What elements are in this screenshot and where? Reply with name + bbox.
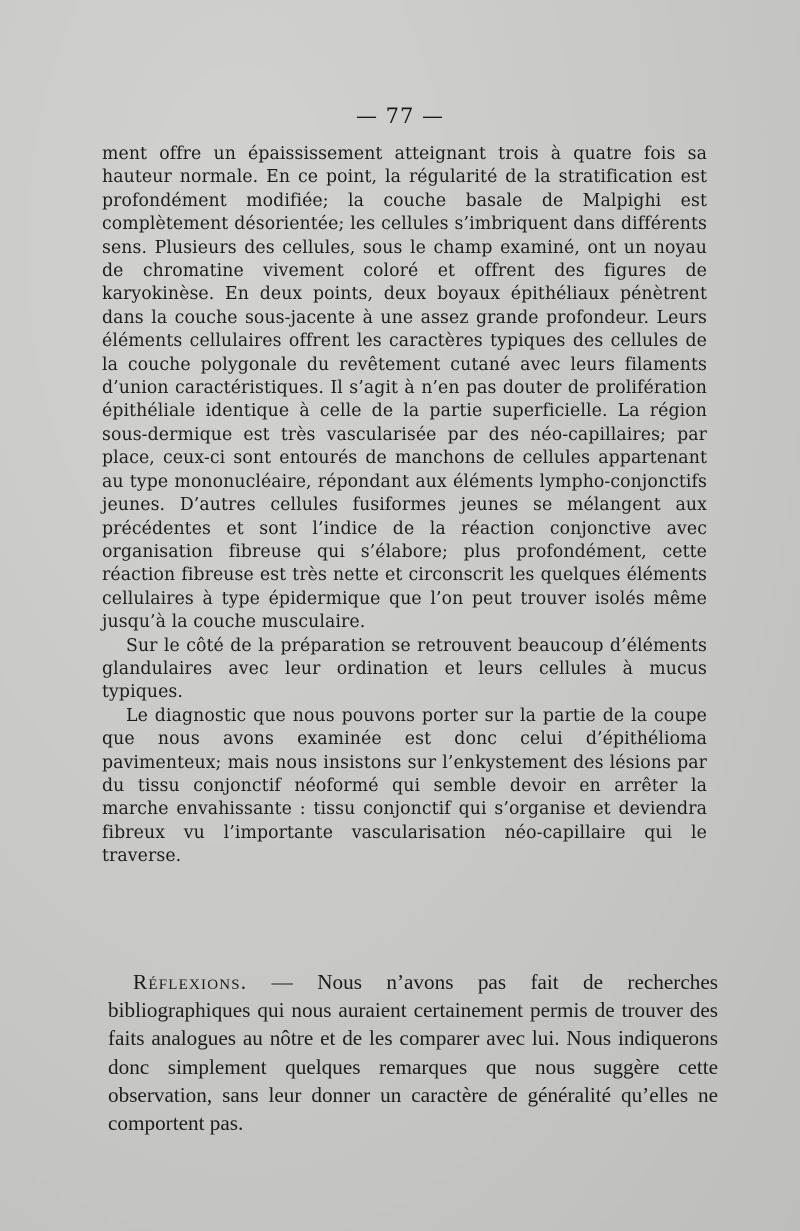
- reflexions-paragraph: [108, 968, 718, 1137]
- reflexions-dash: —: [247, 970, 318, 994]
- paragraph-diagnostic: Le diagnostic que nous pouvons porter sur la partie de la coupe que nous avons examinée est donc celui d’épithélioma pavimenteux; mais nous insistons sur l’enkystement des lésions par du tissu conjonctif néoformé qui semble devoir en arrêter la marche envahissante : tissu conjonctif qui s’organise et deviendra fibreux vu l’importante vascularisation néo-capillaire qui le traverse.: [102, 705, 707, 867]
- reflexions-text: Nous n’avons pas fait de recherches bibliographiques qui nous auraient certainement permis de trouver des faits analogues au nôtre et de les comparer avec lui. Nous indiquerons donc simplement quelques remarques que nous suggère cette observation, sans leur donner un caractère de généralité qu’elles ne comportent pas.: [108, 970, 718, 1136]
- paragraph-continued: ment offre un épaississement atteignant trois à quatre fois sa hauteur normale. En ce point, la régularité de la stratification est profondément modifiée; la couche basale de Malpighi est complètement désorientée; les cellules s’imbriquent dans différents sens. Plusieurs des cellules, sous le champ examiné, ont un noyau de chromatine vivement coloré et offrent des figures de karyokinèse. En deux points, deux boyaux épithéliaux pénètrent dans la couche sous-jacente à une assez grande profondeur. Leurs éléments cellulaires offrent les caractères typiques des cellules de la couche polygonale du revêtement cutané avec leurs filaments d’union caractéristiques. Il s’agit à n’en pas douter de prolifération épithéliale identique à celle de la partie superficielle. La région sous-dermique est très vascularisée par des néo-capillaires; par place, ceux-ci sont entourés de manchons de cellules appartenant au type mononucléaire, répondant aux éléments lympho-conjonctifs jeunes. D’autres cellules fusiformes jeunes se mélangent aux précédentes et sont l’indice de la réaction conjonctive avec organisation fibreuse qui s’élabore; plus profondément, cette réaction fibreuse est très nette et circonscrit les quelques éléments cellulaires à type épidermique que l’on peut trouver isolés même jusqu’à la couche musculaire.: [102, 144, 707, 633]
- paragraph-glandular: Sur le côté de la préparation se retrouvent beaucoup d’éléments glandulaires avec leur ordination et leurs cellules à mucus typiques.: [102, 635, 707, 703]
- main-text-block: [102, 143, 707, 869]
- page-number: — 77 —: [355, 104, 445, 128]
- reflexions-heading: Réflexions.: [133, 970, 248, 994]
